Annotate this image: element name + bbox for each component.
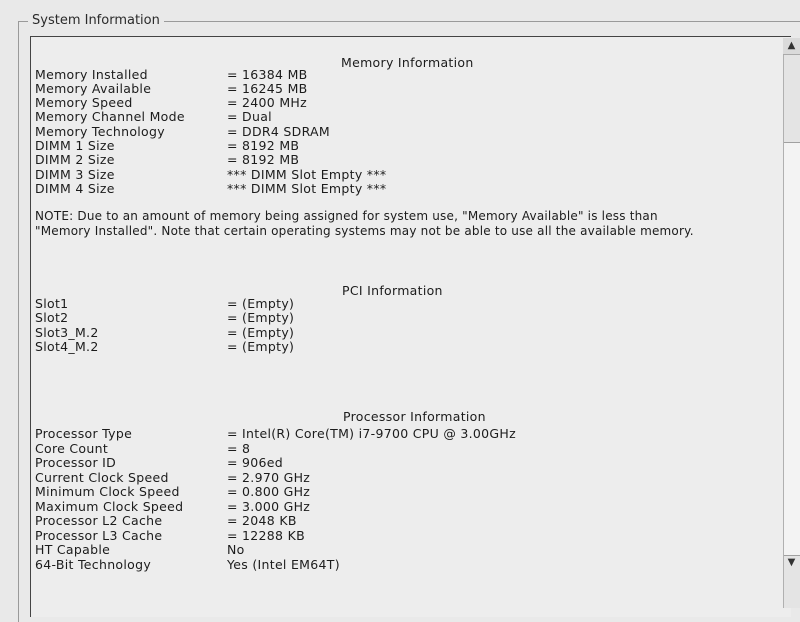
row-value: *** DIMM Slot Empty ***: [227, 181, 387, 196]
memory-note: NOTE: Due to an amount of memory being assigned for system use, "Memory Available" is less than "Memory Installed". Note that certain operating systems may not be able to use all the available memory.: [35, 209, 694, 238]
row-label: Memory Installed: [35, 67, 148, 82]
row-value: = 16384 MB: [227, 67, 308, 82]
processor-section-title: Processor Information: [343, 409, 486, 424]
row-value: = 12288 KB: [227, 528, 305, 543]
row-value: = Intel(R) Core(TM) i7-9700 CPU @ 3.00GHz: [227, 426, 516, 441]
row-value: *** DIMM Slot Empty ***: [227, 167, 387, 182]
row-label: Slot4_M.2: [35, 339, 99, 354]
row-label: DIMM 1 Size: [35, 138, 115, 153]
row-label: Processor L2 Cache: [35, 513, 163, 528]
row-value: = 16245 MB: [227, 81, 308, 96]
row-value: = 906ed: [227, 455, 284, 470]
row-label: Slot1: [35, 296, 69, 311]
row-label: Maximum Clock Speed: [35, 499, 184, 514]
row-value: = (Empty): [227, 296, 295, 311]
row-label: Processor Type: [35, 426, 133, 441]
row-label: HT Capable: [35, 542, 111, 557]
row-value: = 3.000 GHz: [227, 499, 311, 514]
row-label: Memory Available: [35, 81, 152, 96]
row-value: = (Empty): [227, 339, 295, 354]
row-label: Current Clock Speed: [35, 470, 169, 485]
row-label: Slot2: [35, 310, 69, 325]
row-label: 64-Bit Technology: [35, 557, 152, 572]
row-label: DIMM 4 Size: [35, 181, 115, 196]
row-value: = (Empty): [227, 310, 295, 325]
row-label: Processor ID: [35, 455, 117, 470]
row-value: = 8192 MB: [227, 152, 300, 167]
row-label: Slot3_M.2: [35, 325, 99, 340]
row-label: Core Count: [35, 441, 109, 456]
row-label: DIMM 2 Size: [35, 152, 115, 167]
scrollbar-thumb[interactable]: [784, 142, 800, 556]
row-label: Minimum Clock Speed: [35, 484, 180, 499]
row-value: = 2400 MHz: [227, 95, 307, 110]
row-value: Yes (Intel EM64T): [227, 557, 340, 572]
row-label: Memory Speed: [35, 95, 133, 110]
row-label: DIMM 3 Size: [35, 167, 115, 182]
pci-section-title: PCI Information: [342, 283, 443, 298]
row-value: = 0.800 GHz: [227, 484, 311, 499]
row-value: = 8192 MB: [227, 138, 300, 153]
groupbox-title: System Information: [28, 13, 164, 28]
row-label: Memory Channel Mode: [35, 109, 185, 124]
row-value: = 2048 KB: [227, 513, 297, 528]
row-label: Processor L3 Cache: [35, 528, 163, 543]
memory-section-title: Memory Information: [341, 55, 474, 70]
arrow-up-icon[interactable]: ▲: [783, 38, 800, 55]
row-value: = Dual: [227, 109, 272, 124]
row-value: = DDR4 SDRAM: [227, 124, 330, 139]
row-value: = 8: [227, 441, 251, 456]
row-value: No: [227, 542, 245, 557]
row-value: = 2.970 GHz: [227, 470, 311, 485]
row-value: = (Empty): [227, 325, 295, 340]
row-label: Memory Technology: [35, 124, 165, 139]
arrow-down-icon[interactable]: ▼: [787, 557, 796, 568]
